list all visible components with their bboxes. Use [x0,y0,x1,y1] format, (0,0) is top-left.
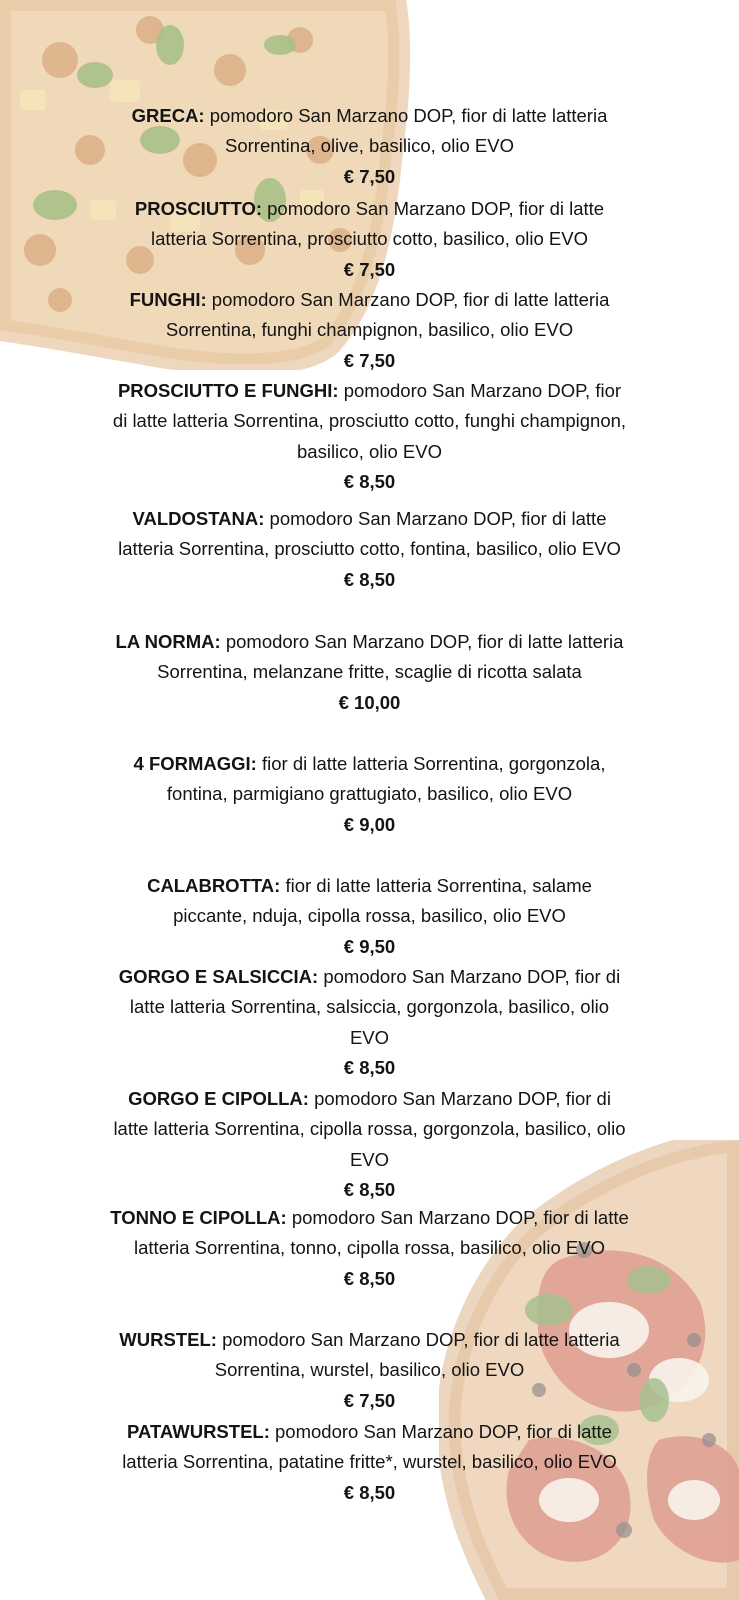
item-description: pomodoro San Marzano DOP, fior di latte latteria Sorrentina, patatine fritte*, wurstel, basilico, olio EVO [122,1421,617,1473]
item-description: pomodoro San Marzano DOP, fior di latte latteria Sorrentina, olive, basilico, olio EVO [209,105,608,157]
menu-item [110,376,629,498]
menu-item [110,749,629,840]
item-description: pomodoro San Marzano DOP, fior di latte latteria Sorrentina, wurstel, basilico, olio EVO [214,1329,620,1381]
item-description: pomodoro San Marzano DOP, fior di latte latteria Sorrentina, melanzane fritte, scaglie di ricotta salata [157,631,624,683]
item-name: GORGO E SALSICCIA: [118,966,319,987]
item-price: € 8,50 [343,1267,396,1289]
item-price: € 8,50 [343,1179,396,1201]
menu-item [110,1203,629,1294]
menu-item [110,285,629,376]
item-description: pomodoro San Marzano DOP, fior di latte latteria Sorrentina, tonno, cipolla rossa, basilico, olio EVO [134,1207,629,1259]
menu-item [110,101,629,192]
menu-item [110,962,629,1084]
item-description: pomodoro San Marzano DOP, fior di latte latteria Sorrentina, salsiccia, gorgonzola, basilico, olio EVO [129,966,621,1048]
item-price: € 9,50 [343,935,396,957]
item-name: TONNO E CIPOLLA: [110,1207,287,1228]
item-description: fior di latte latteria Sorrentina, salame piccante, nduja, cipolla rossa, basilico, olio EVO [173,875,592,927]
item-price: € 7,50 [343,1389,396,1411]
item-name: VALDOSTANA: [132,508,265,529]
menu-item [110,871,629,962]
item-price: € 8,50 [343,471,396,493]
item-price: € 8,50 [343,568,396,590]
item-name: 4 FORMAGGI: [133,753,257,774]
item-name: WURSTEL: [119,1329,217,1350]
item-name: CALABROTTA: [147,875,281,896]
menu-item [110,504,629,595]
menu-item [110,1417,629,1508]
item-name: GORGO E CIPOLLA: [128,1088,309,1109]
item-description: pomodoro San Marzano DOP, fior di latte latteria Sorrentina, cipolla rossa, gorgonzola, basilico, olio EVO [113,1088,626,1170]
item-description: pomodoro San Marzano DOP, fior di latte latteria Sorrentina, funghi champignon, basilico, olio EVO [165,289,610,341]
item-price: € 8,50 [343,1481,396,1503]
menu-item [110,627,629,718]
item-description: fior di latte latteria Sorrentina, gorgonzola, fontina, parmigiano grattugiato, basilico, olio EVO [166,753,606,805]
item-name: GRECA: [131,105,205,126]
item-description: pomodoro San Marzano DOP, fior di latte latteria Sorrentina, prosciutto cotto, basilico, olio EVO [150,198,605,250]
item-price: € 10,00 [338,691,401,713]
item-name: PROSCIUTTO: [134,198,262,219]
item-price: € 8,50 [343,1057,396,1079]
item-price: € 7,50 [343,349,396,371]
item-price: € 7,50 [343,165,396,187]
item-description: pomodoro San Marzano DOP, fior di latte latteria Sorrentina, prosciutto cotto, fontina, basilico, olio EVO [118,508,621,560]
item-description: pomodoro San Marzano DOP, fior di latte latteria Sorrentina, prosciutto cotto, funghi champignon, basilico, olio EVO [112,380,627,462]
menu-item [110,1325,629,1416]
item-name: PROSCIUTTO E FUNGHI: [117,380,339,401]
item-name: PATAWURSTEL: [127,1421,270,1442]
item-price: € 9,00 [343,813,396,835]
item-name: LA NORMA: [115,631,221,652]
menu-item [110,194,629,285]
menu-item [110,1084,629,1206]
item-price: € 7,50 [343,258,396,280]
item-name: FUNGHI: [129,289,207,310]
